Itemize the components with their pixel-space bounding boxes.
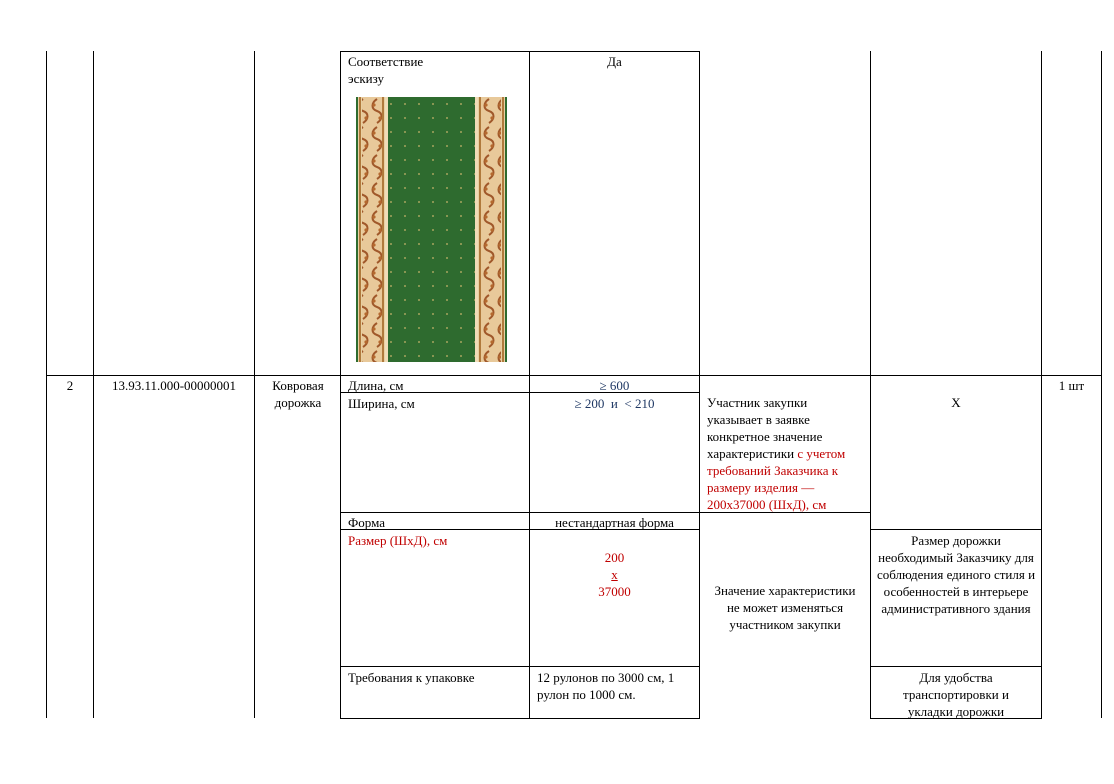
char-width-value: ≥ 200 и < 210 bbox=[574, 396, 655, 411]
sketch-conformity-label: Соответствие эскизу bbox=[348, 54, 424, 86]
char-size-value bbox=[530, 532, 699, 600]
grid-line bbox=[699, 51, 700, 718]
grid-line bbox=[870, 529, 1042, 530]
packing-justification: Для удобства транспортировки и укладки дорожки bbox=[903, 670, 1009, 719]
x-mark: Х bbox=[951, 395, 961, 410]
grid-line bbox=[340, 718, 700, 719]
grid-line bbox=[93, 51, 94, 718]
char-packing-label: Требования к упаковке bbox=[348, 670, 475, 685]
participant-note bbox=[707, 377, 865, 513]
char-size-label: Размер (ШхД), см bbox=[348, 533, 448, 548]
row-number: 2 bbox=[66, 378, 74, 393]
char-length-label: Длина, см bbox=[348, 378, 404, 393]
char-shape-label: Форма bbox=[348, 515, 385, 530]
item-quantity: 1 шт bbox=[1058, 378, 1085, 393]
grid-line bbox=[1101, 51, 1102, 718]
grid-line bbox=[46, 375, 1102, 376]
sketch-conformity-value: Да bbox=[607, 54, 622, 69]
size-width: 200 bbox=[604, 550, 625, 565]
carpet-runner-sketch bbox=[356, 97, 507, 362]
char-packing-value: 12 рулонов по 3000 см, 1 рулон по 1000 см. bbox=[537, 670, 675, 702]
grid-line bbox=[870, 666, 1042, 667]
char-length-value: ≥ 600 bbox=[599, 378, 630, 393]
grid-line bbox=[340, 666, 700, 667]
item-code: 13.93.11.000-00000001 bbox=[111, 378, 237, 393]
grid-line bbox=[254, 51, 255, 718]
grid-line bbox=[340, 51, 700, 52]
size-length: 37000 bbox=[598, 584, 631, 599]
participant-note-text: Участник закупки указывает в заявке конкретное значение характеристики bbox=[707, 395, 823, 461]
size-justification: Размер дорожки необходимый Заказчику для соблюдения единого стиля и особенностей в интерьере административного здания bbox=[876, 533, 1036, 616]
char-shape-value: нестандартная форма bbox=[555, 515, 674, 530]
char-width-label: Ширина, см bbox=[348, 396, 415, 411]
item-name: Ковровая дорожка bbox=[272, 378, 324, 410]
participant-note-requirement: с учетом требований Заказчика к размеру изделия — 200х37000 (ШхД), см bbox=[707, 446, 846, 512]
grid-line bbox=[870, 51, 871, 718]
grid-line bbox=[340, 51, 341, 718]
size-x: х bbox=[611, 567, 618, 582]
grid-line bbox=[340, 512, 700, 513]
fixed-value-note: Значение характеристики не может изменяться участником закупки bbox=[714, 583, 856, 632]
